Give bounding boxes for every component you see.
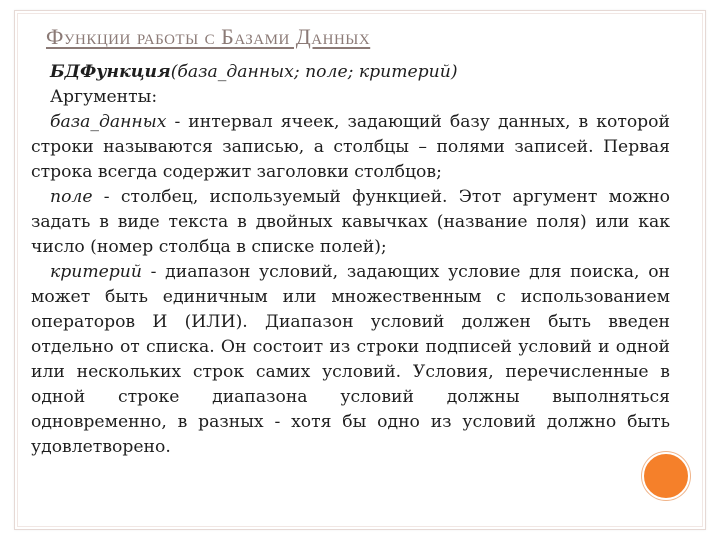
slide-title: Функции работы с Базами Данных — [46, 24, 371, 49]
argument-description: - интервал ячеек, задающий базу данных, в которой строки называются записью, а столбцы – полями записей. Первая строка всегда содержит заголовки столбцов; — [31, 112, 670, 182]
function-arguments: (база_данных; поле; критерий) — [170, 62, 458, 82]
arguments-label: Аргументы: — [50, 87, 158, 107]
argument-field — [31, 185, 670, 260]
decorative-circle — [642, 452, 690, 500]
slide-content — [31, 60, 670, 460]
argument-term: поле — [50, 187, 93, 207]
argument-database — [31, 110, 670, 185]
argument-criteria — [31, 260, 670, 460]
argument-description: - столбец, используемый функцией. Этот аргумент можно задать в виде текста в двойных кавычках (название поля) или как число (номер столбца в списке полей); — [31, 187, 670, 257]
argument-term: база_данных — [50, 112, 167, 132]
function-syntax — [50, 60, 670, 85]
argument-description: - диапазон условий, задающих условие для поиска, он может быть единичным или множественным с использованием операторов И (ИЛИ). Диапазон условий должен быть введен отдельно от списка. Он состоит из строки подписей условий и одной или нескольких строк самих условий. Условия, перечисленные в одной строке диапазона условий должны выполняться одновременно, в разных - хотя бы одно из условий должно быть удовлетворено. — [31, 262, 670, 457]
function-name: БДФункция — [50, 62, 171, 82]
argument-term: критерий — [50, 262, 142, 282]
